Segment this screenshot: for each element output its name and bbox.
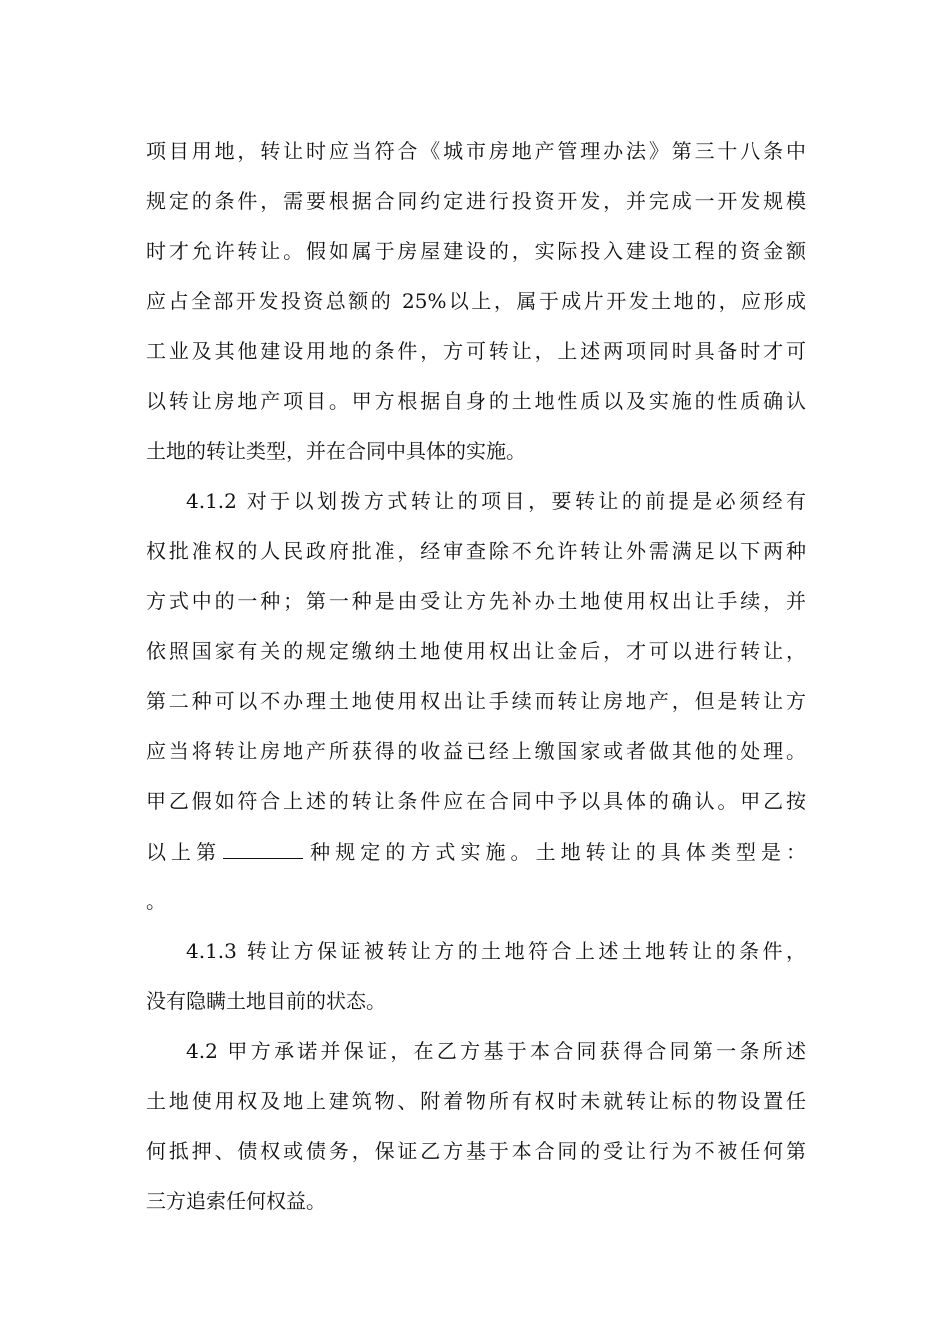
text-line: 时才允许转让。假如属于房屋建设的，实际投入建设工程的资金额 (146, 239, 806, 263)
text-line: 。 (146, 889, 166, 913)
text-line: 土地的转让类型，并在合同中具体的实施。 (146, 439, 526, 463)
text-line: 第二种可以不办理土地使用权出让手续而转让房地产，但是转让方 (146, 689, 806, 713)
blank-field[interactable] (223, 836, 303, 859)
text-line: 甲乙假如符合上述的转让条件应在合同中予以具体的确认。甲乙按 (146, 789, 806, 813)
fill-line-after: 种规定的方式实施。土地转让的具体类型是： (305, 840, 807, 864)
fill-in-line (146, 836, 806, 866)
fill-line-before: 以上第 (146, 840, 222, 864)
text-line: 4.1.3 转让方保证被转让方的土地符合上述土地转让的条件， (186, 939, 806, 963)
text-line: 土地使用权及地上建筑物、附着物所有权时未就转让标的物设置任 (146, 1089, 806, 1113)
text-line: 应占全部开发投资总额的 25%以上，属于成片开发土地的，应形成 (146, 289, 806, 313)
text-line: 方式中的一种；第一种是由受让方先补办土地使用权出让手续，并 (146, 589, 806, 613)
text-line: 规定的条件，需要根据合同约定进行投资开发，并完成一开发规模 (146, 189, 806, 213)
text-line: 4.2 甲方承诺并保证，在乙方基于本合同获得合同第一条所述 (186, 1039, 806, 1063)
text-line: 三方追索任何权益。 (146, 1189, 326, 1213)
text-line: 以转让房地产项目。甲方根据自身的土地性质以及实施的性质确认 (146, 389, 806, 413)
text-line: 权批准权的人民政府批准，经审查除不允许转让外需满足以下两种 (146, 539, 806, 563)
text-line: 应当将转让房地产所获得的收益已经上缴国家或者做其他的处理。 (146, 739, 806, 763)
text-line: 依照国家有关的规定缴纳土地使用权出让金后，才可以进行转让， (146, 639, 806, 663)
text-line: 项目用地，转让时应当符合《城市房地产管理办法》第三十八条中 (146, 139, 806, 163)
text-line: 没有隐瞒土地目前的状态。 (146, 989, 386, 1013)
text-line: 4.1.2 对于以划拨方式转让的项目，要转让的前提是必须经有 (186, 489, 806, 513)
text-line: 工业及其他建设用地的条件，方可转让，上述两项同时具备时才可 (146, 339, 806, 363)
text-line: 何抵押、债权或债务，保证乙方基于本合同的受让行为不被任何第 (146, 1139, 806, 1163)
